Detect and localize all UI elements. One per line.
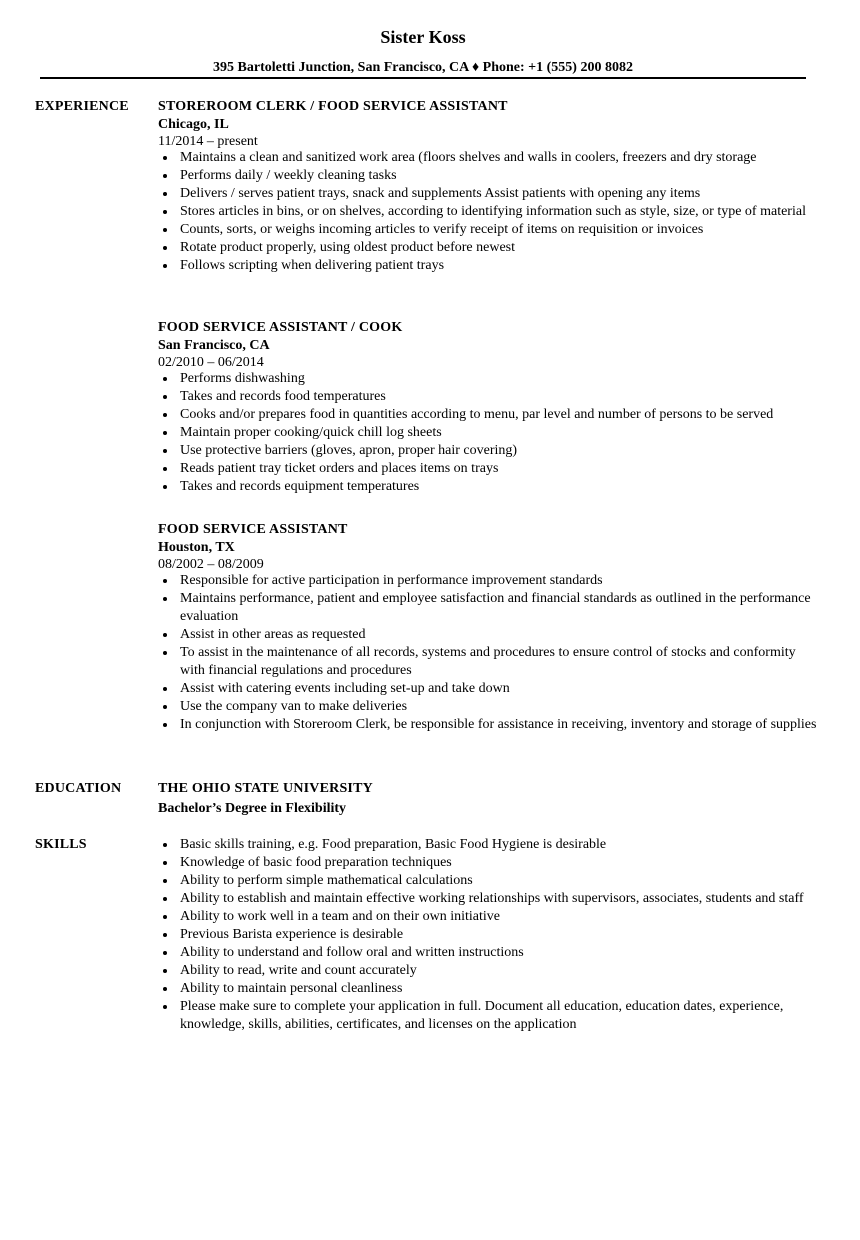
duty-text: Follows scripting when delivering patient trays: [180, 258, 445, 273]
bullet-icon: [163, 897, 167, 901]
list-item: [158, 590, 818, 626]
list-item: [158, 185, 818, 203]
job-duties-list: [158, 370, 818, 496]
list-item: [158, 980, 818, 998]
list-item: [158, 203, 818, 221]
job-duties-list: [158, 572, 818, 734]
list-item: [158, 716, 818, 734]
bullet-icon: [163, 264, 167, 268]
bullet-icon: [163, 449, 167, 453]
list-item: [158, 854, 818, 872]
degree-name: Bachelor’s Degree in Flexibility: [158, 801, 347, 816]
bullet-icon: [163, 597, 167, 601]
bullet-icon: [163, 723, 167, 727]
list-item: [158, 872, 818, 890]
bullet-icon: [163, 933, 167, 937]
list-item: [158, 478, 818, 496]
bullet-icon: [163, 413, 167, 417]
duty-text: Takes and records food temperatures: [180, 389, 386, 404]
school-name: THE OHIO STATE UNIVERSITY: [158, 781, 373, 796]
list-item: [158, 626, 818, 644]
job-location: Chicago, IL: [158, 117, 229, 132]
list-item: [158, 698, 818, 716]
list-item: [158, 149, 818, 167]
list-item: [158, 836, 818, 854]
duty-text: Cooks and/or prepares food in quantities according to menu, par level and number of persons to be served: [180, 407, 774, 422]
job-title: FOOD SERVICE ASSISTANT / COOK: [158, 320, 403, 335]
section-label-skills: SKILLS: [35, 837, 87, 852]
job-duties-list: [158, 149, 818, 275]
bullet-icon: [163, 915, 167, 919]
list-item: [158, 944, 818, 962]
bullet-icon: [163, 377, 167, 381]
skill-text: Ability to perform simple mathematical calculations: [180, 873, 473, 888]
job-title: FOOD SERVICE ASSISTANT: [158, 522, 348, 537]
bullet-icon: [163, 879, 167, 883]
duty-text: Stores articles in bins, or on shelves, according to identifying information such as style, size, or type of material: [180, 204, 806, 219]
duty-text: Performs daily / weekly cleaning tasks: [180, 168, 397, 183]
skill-text: Basic skills training, e.g. Food preparation, Basic Food Hygiene is desirable: [180, 837, 607, 852]
list-item: [158, 890, 818, 908]
contact-line: 395 Bartoletti Junction, San Francisco, CA ♦ Phone: +1 (555) 200 8082: [213, 60, 633, 75]
duty-text: Use the company van to make deliveries: [180, 699, 408, 714]
duty-text: Takes and records equipment temperatures: [180, 479, 420, 494]
list-item: [158, 644, 818, 680]
list-item: [158, 424, 818, 442]
duty-text: To assist in the maintenance of all records, systems and procedures to ensure control of stocks and conformity with financial regulations and procedures: [180, 645, 796, 678]
list-item: [158, 239, 818, 257]
job-entry: [158, 98, 818, 275]
bullet-icon: [163, 174, 167, 178]
skill-text: Ability to read, write and count accurately: [180, 963, 417, 978]
bullet-icon: [163, 687, 167, 691]
bullet-icon: [163, 843, 167, 847]
list-item: [158, 167, 818, 185]
bullet-icon: [163, 969, 167, 973]
skills-entry: [158, 836, 818, 1034]
bullet-icon: [163, 192, 167, 196]
duty-text: In conjunction with Storeroom Clerk, be responsible for assistance in receiving, inventory and storage of supplies: [180, 717, 817, 732]
bullet-icon: [163, 1005, 167, 1009]
bullet-icon: [163, 987, 167, 991]
candidate-name: Sister Koss: [380, 27, 466, 47]
list-item: [158, 370, 818, 388]
list-item: [158, 962, 818, 980]
bullet-icon: [163, 579, 167, 583]
bullet-icon: [163, 861, 167, 865]
job-dates: 02/2010 – 06/2014: [158, 355, 264, 370]
duty-text: Responsible for active participation in performance improvement standards: [180, 573, 603, 588]
job-dates: 11/2014 – present: [158, 134, 258, 149]
bullet-icon: [163, 246, 167, 250]
bullet-icon: [163, 633, 167, 637]
skill-text: Ability to establish and maintain effective working relationships with supervisors, associates, students and staff: [180, 891, 804, 906]
duty-text: Maintains a clean and sanitized work area (floors shelves and walls in coolers, freezers and dry storage: [180, 150, 757, 165]
list-item: [158, 572, 818, 590]
skill-text: Please make sure to complete your application in full. Document all education, education dates, experience, knowledge, skills, abilities, certificates, and licenses on the application: [180, 999, 784, 1032]
bullet-icon: [163, 705, 167, 709]
list-item: [158, 406, 818, 424]
duty-text: Counts, sorts, or weighs incoming articles to verify receipt of items on requisition or invoices: [180, 222, 704, 237]
list-item: [158, 460, 818, 478]
job-entry: [158, 521, 818, 734]
bullet-icon: [163, 951, 167, 955]
skills-list: [158, 836, 818, 1034]
skill-text: Ability to maintain personal cleanliness: [180, 981, 403, 996]
duty-text: Delivers / serves patient trays, snack and supplements Assist patients with opening any items: [180, 186, 701, 201]
bullet-icon: [163, 210, 167, 214]
list-item: [158, 926, 818, 944]
job-dates: 08/2002 – 08/2009: [158, 557, 264, 572]
duty-text: Performs dishwashing: [180, 371, 305, 386]
list-item: [158, 908, 818, 926]
section-label-experience: EXPERIENCE: [35, 99, 129, 114]
bullet-icon: [163, 431, 167, 435]
bullet-icon: [163, 485, 167, 489]
job-entry: [158, 319, 818, 496]
list-item: [158, 680, 818, 698]
job-location: San Francisco, CA: [158, 338, 270, 353]
skill-text: Ability to understand and follow oral and written instructions: [180, 945, 524, 960]
list-item: [158, 257, 818, 275]
duty-text: Assist in other areas as requested: [180, 627, 366, 642]
duty-text: Reads patient tray ticket orders and places items on trays: [180, 461, 499, 476]
bullet-icon: [163, 156, 167, 160]
bullet-icon: [163, 467, 167, 471]
list-item: [158, 998, 818, 1034]
duty-text: Rotate product properly, using oldest product before newest: [180, 240, 516, 255]
section-label-education: EDUCATION: [35, 781, 122, 796]
header-divider: [40, 77, 806, 79]
duty-text: Use protective barriers (gloves, apron, proper hair covering): [180, 443, 518, 458]
education-entry: [158, 780, 818, 820]
job-location: Houston, TX: [158, 540, 235, 555]
skill-text: Previous Barista experience is desirable: [180, 927, 404, 942]
list-item: [158, 442, 818, 460]
bullet-icon: [163, 651, 167, 655]
list-item: [158, 388, 818, 406]
duty-text: Maintains performance, patient and employee satisfaction and financial standards as outlined in the performance evaluation: [180, 591, 811, 624]
skill-text: Ability to work well in a team and on their own initiative: [180, 909, 500, 924]
duty-text: Maintain proper cooking/quick chill log sheets: [180, 425, 442, 440]
bullet-icon: [163, 228, 167, 232]
duty-text: Assist with catering events including set-up and take down: [180, 681, 510, 696]
skill-text: Knowledge of basic food preparation techniques: [180, 855, 452, 870]
job-title: STOREROOM CLERK / FOOD SERVICE ASSISTANT: [158, 99, 508, 114]
list-item: [158, 221, 818, 239]
bullet-icon: [163, 395, 167, 399]
